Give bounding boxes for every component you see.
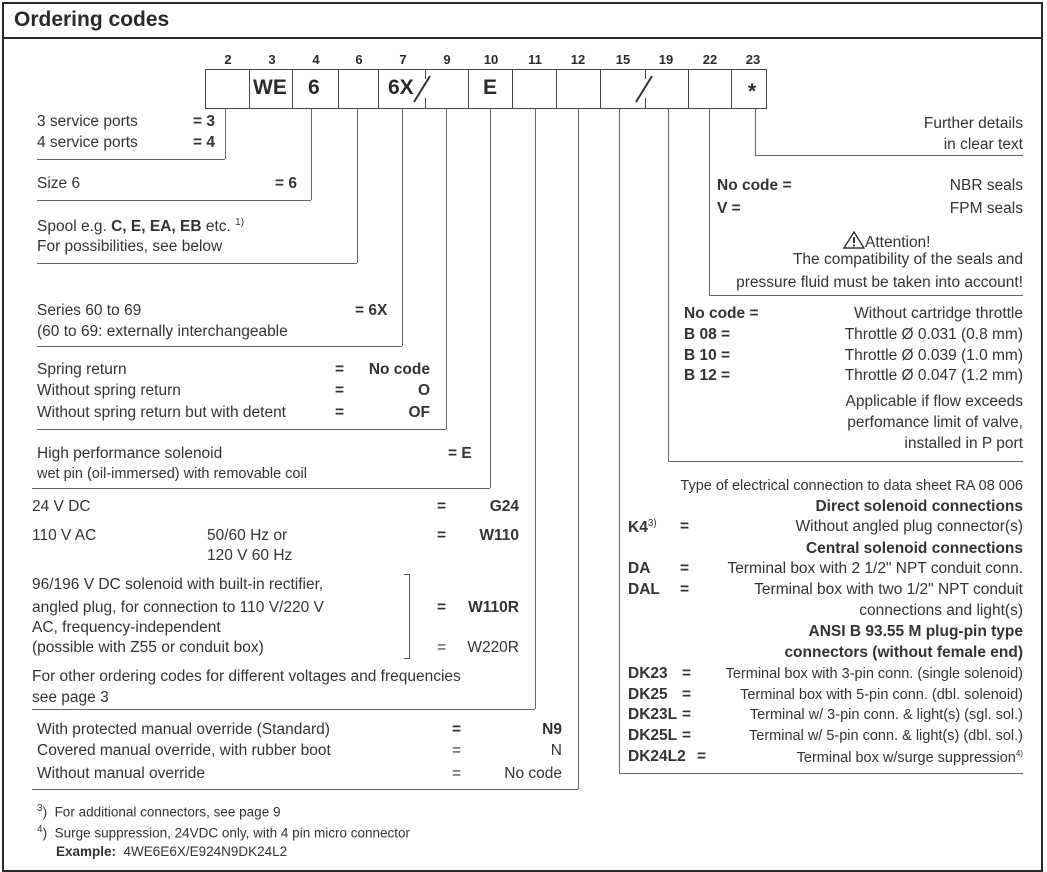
override-label: With protected manual override (Standard): [37, 721, 330, 738]
voltage-ac110-freq2: 120 V 60 Hz: [207, 547, 293, 564]
leader-line: [490, 109, 491, 488]
ports-label: 3 service ports: [37, 113, 138, 130]
leader-line: [32, 488, 490, 489]
spool-line1: [37, 217, 244, 236]
throttle-code: B 08 =: [684, 326, 731, 343]
override-eq: =: [452, 765, 462, 782]
voltage-eq: =: [437, 639, 447, 656]
cell-divider: [556, 69, 557, 109]
seal-desc: FPM seals: [949, 200, 1023, 217]
voltage-eq: =: [437, 498, 447, 515]
series-line2: (60 to 69: externally interchangeable: [37, 323, 288, 340]
voltage-other-line1: For other ordering codes for different voltages and frequencies: [32, 668, 461, 685]
leader-line: [755, 109, 756, 155]
position-number: 4: [312, 52, 320, 67]
cell-divider: [249, 69, 250, 109]
attention-line1: The compatibility of the seals and: [792, 251, 1023, 268]
dk-eq: =: [682, 706, 692, 723]
leader-line: [446, 109, 447, 429]
example-value: 4WE6E6X/E924N9DK24L2: [123, 844, 288, 859]
dk-desc: Terminal box with 3-pin conn. (single solenoid): [725, 666, 1023, 682]
attention-heading: [843, 231, 931, 252]
position-number: 6: [355, 52, 363, 67]
page-title: Ordering codes: [14, 8, 170, 31]
spool-prefix: Spool e.g.: [37, 218, 112, 236]
leader-line: [357, 109, 358, 263]
position-number: 22: [702, 52, 718, 67]
example-label: Example:: [56, 844, 117, 859]
voltage-eq: =: [437, 527, 447, 544]
leader-line: [619, 109, 620, 773]
leader-line: [709, 109, 710, 295]
throttle-desc: Without cartridge throttle: [854, 305, 1023, 322]
code-cell-10: E: [483, 76, 498, 99]
position-number: 23: [745, 52, 761, 67]
title-bar: [2, 2, 1043, 39]
spool-examples: C, E, EA, EB: [111, 218, 202, 236]
rectifier-line: (possible with Z55 or conduit box): [32, 639, 264, 656]
code-cell-4: 6: [308, 76, 320, 99]
leader-line: [37, 346, 402, 347]
leader-line: [402, 109, 403, 346]
dal-desc2: connections and light(s): [859, 602, 1023, 619]
further-line1: Further details: [923, 115, 1023, 132]
spring-code: OF: [408, 404, 430, 421]
voltage-ac110-code: W110: [479, 527, 519, 544]
position-number: 12: [570, 52, 586, 67]
attention-title: Attention!: [865, 234, 931, 251]
example-line: [56, 844, 287, 859]
leader-line: [311, 109, 312, 200]
warning-triangle-icon: [843, 231, 865, 249]
leader-line: [755, 155, 1023, 156]
override-code: No code: [504, 765, 562, 782]
voltage-dc24-code: G24: [489, 498, 519, 515]
cell-divider: [512, 69, 513, 109]
ports-code: = 3: [193, 113, 215, 130]
spring-label: Without spring return but with detent: [37, 404, 286, 421]
spring-eq: =: [335, 404, 345, 421]
cell-divider: [600, 69, 601, 109]
position-number: 7: [399, 52, 407, 67]
voltage-w220r-code: W220R: [467, 639, 519, 656]
leader-line: [37, 200, 311, 201]
ports-label: 4 service ports: [37, 134, 138, 151]
throttle-code: B 10 =: [684, 347, 731, 364]
dk-code: DK24L2: [628, 748, 686, 765]
seal-desc: NBR seals: [949, 177, 1023, 194]
leader-line: [37, 159, 225, 160]
size-code: = 6: [275, 175, 297, 192]
solenoid-line1: High performance solenoid: [37, 445, 223, 462]
voltage-other-line2: see page 3: [32, 689, 109, 706]
dk-desc: Terminal box with 5-pin conn. (dbl. solenoid): [740, 687, 1023, 703]
footnote-mark: 4: [37, 824, 43, 835]
k4-desc: Without angled plug connector(s): [795, 518, 1023, 535]
spring-label: Spring return: [37, 361, 127, 378]
da-desc: Terminal box with 2 1/2" NPT conduit conn.: [727, 560, 1023, 577]
dk-eq: =: [682, 665, 692, 682]
leader-line: [535, 109, 536, 709]
footnote-ref: 1): [235, 217, 245, 228]
ports-code: = 4: [193, 134, 215, 151]
bracket: [404, 574, 410, 659]
dk-eq: =: [682, 727, 692, 744]
leader-line: [578, 109, 579, 789]
k4-code: [628, 518, 657, 537]
override-eq: =: [452, 721, 462, 738]
footnote-ref: 3): [647, 518, 657, 529]
throttle-code: B 12 =: [684, 367, 731, 384]
position-number: 9: [443, 52, 451, 67]
slash-separator-icon: [632, 72, 656, 106]
leader-line: [37, 263, 357, 264]
throttle-note: installed in P port: [904, 435, 1023, 452]
position-number: 11: [528, 52, 542, 67]
footnote-4: $^4$) Surge suppression, 24VDC only, with 4 pin micro connector: [37, 824, 410, 841]
throttle-desc: Throttle Ø 0.039 (1.0 mm): [844, 347, 1023, 364]
spring-eq: =: [335, 361, 345, 378]
leader-line: [668, 461, 1023, 462]
direct-heading: Direct solenoid connections: [815, 498, 1023, 515]
code-cell-7: 6X: [388, 76, 414, 99]
cell-divider: [688, 69, 689, 109]
position-number: 19: [658, 52, 674, 67]
cell-divider: [378, 69, 379, 109]
slash-separator-icon: [410, 72, 434, 106]
position-number: 15: [615, 52, 631, 67]
da-code: DA: [628, 560, 651, 577]
rectifier-line: 96/196 V DC solenoid with built-in rectifier,: [32, 576, 324, 593]
override-eq: =: [452, 742, 462, 759]
series-line1: Series 60 to 69: [37, 302, 142, 319]
cell-divider: [338, 69, 339, 109]
dk-code: DK25: [628, 686, 668, 703]
rectifier-line: AC, frequency-independent: [32, 619, 221, 636]
leader-line: [709, 295, 1023, 296]
spool-suffix: etc.: [201, 218, 236, 236]
footnote-text: For additional connectors, see page 9: [54, 804, 281, 820]
dal-desc: Terminal box with two 1/2" NPT conduit: [754, 581, 1023, 598]
cell-divider: [292, 69, 293, 109]
spring-eq: =: [335, 382, 345, 399]
leader-line: [619, 773, 1023, 774]
voltage-dc24-label: 24 V DC: [32, 498, 91, 515]
central-heading: Central solenoid connections: [805, 540, 1023, 557]
position-number: 3: [268, 52, 276, 67]
footnote-3: $^3$) For additional connectors, see page 9: [37, 803, 281, 820]
leader-line: [668, 109, 669, 461]
throttle-desc: Throttle Ø 0.047 (1.2 mm): [844, 367, 1023, 384]
spring-label: Without spring return: [37, 382, 181, 399]
rectifier-line: angled plug, for connection to 110 V/220 V: [32, 599, 324, 616]
dk-code: DK23: [628, 665, 668, 682]
spring-code: No code: [368, 361, 430, 378]
electrical-intro: Type of electrical connection to data sheet RA 08 006: [680, 478, 1023, 494]
solenoid-line2: wet pin (oil-immersed) with removable coil: [37, 466, 307, 482]
k4-eq: =: [680, 518, 690, 535]
spool-line2: For possibilities, see below: [37, 238, 223, 255]
series-code: = 6X: [355, 302, 388, 319]
cell-divider: [731, 69, 732, 109]
dk-desc-text: Terminal box w/surge suppression: [796, 749, 1016, 766]
k4-code-text: K4: [628, 519, 648, 537]
size-label: Size 6: [37, 175, 81, 192]
code-cell-23: *: [748, 80, 757, 103]
dk-eq: =: [682, 686, 692, 703]
voltage-ac110-label: 110 V AC: [32, 527, 97, 544]
throttle-note: perfomance limit of valve,: [847, 414, 1023, 431]
dal-eq: =: [680, 581, 690, 598]
ansi-heading1: ANSI B 93.55 M plug-pin type: [808, 623, 1023, 640]
leader-line: [32, 789, 578, 790]
footnote-text: Surge suppression, 24VDC only, with 4 pin micro connector: [54, 825, 410, 841]
cell-divider: [468, 69, 469, 109]
seal-code: No code =: [717, 177, 792, 194]
spring-code: O: [417, 382, 430, 399]
seal-code: V =: [717, 200, 741, 217]
dk-desc: Terminal w/ 5-pin conn. & light(s) (dbl. sol.): [749, 728, 1023, 744]
position-number: 10: [483, 52, 499, 67]
position-number: 2: [224, 52, 232, 67]
dal-code: DAL: [628, 581, 660, 598]
throttle-note: Applicable if flow exceeds: [845, 393, 1023, 410]
leader-line: [32, 709, 535, 710]
da-eq: =: [680, 560, 690, 577]
voltage-eq: =: [437, 599, 447, 616]
dk-desc: Terminal w/ 3-pin conn. & light(s) (sgl. sol.): [749, 707, 1023, 723]
footnote-ref: 4): [1015, 749, 1023, 758]
dk-code: DK23L: [628, 706, 678, 723]
override-label: Covered manual override, with rubber boot: [37, 742, 331, 759]
dk-eq: =: [697, 748, 707, 765]
voltage-ac110-freq1: 50/60 Hz or: [207, 527, 288, 544]
override-label: Without manual override: [37, 765, 205, 782]
ansi-heading2: connectors (without female end): [784, 644, 1023, 661]
voltage-w110r-code: W110R: [468, 599, 519, 616]
override-code: N9: [542, 721, 562, 738]
leader-line: [37, 429, 446, 430]
further-line2: in clear text: [943, 136, 1023, 153]
dk-code: DK25L: [628, 727, 678, 744]
leader-line: [225, 109, 226, 159]
override-code: N: [550, 742, 562, 759]
throttle-desc: Throttle Ø 0.031 (0.8 mm): [844, 326, 1023, 343]
throttle-code: No code =: [684, 305, 759, 322]
attention-line2: pressure fluid must be taken into account!: [736, 274, 1023, 291]
dk-desc: [695, 749, 1023, 766]
solenoid-code: = E: [448, 445, 472, 462]
code-cell-3: WE: [253, 76, 287, 99]
footnote-mark: 3: [37, 803, 43, 814]
